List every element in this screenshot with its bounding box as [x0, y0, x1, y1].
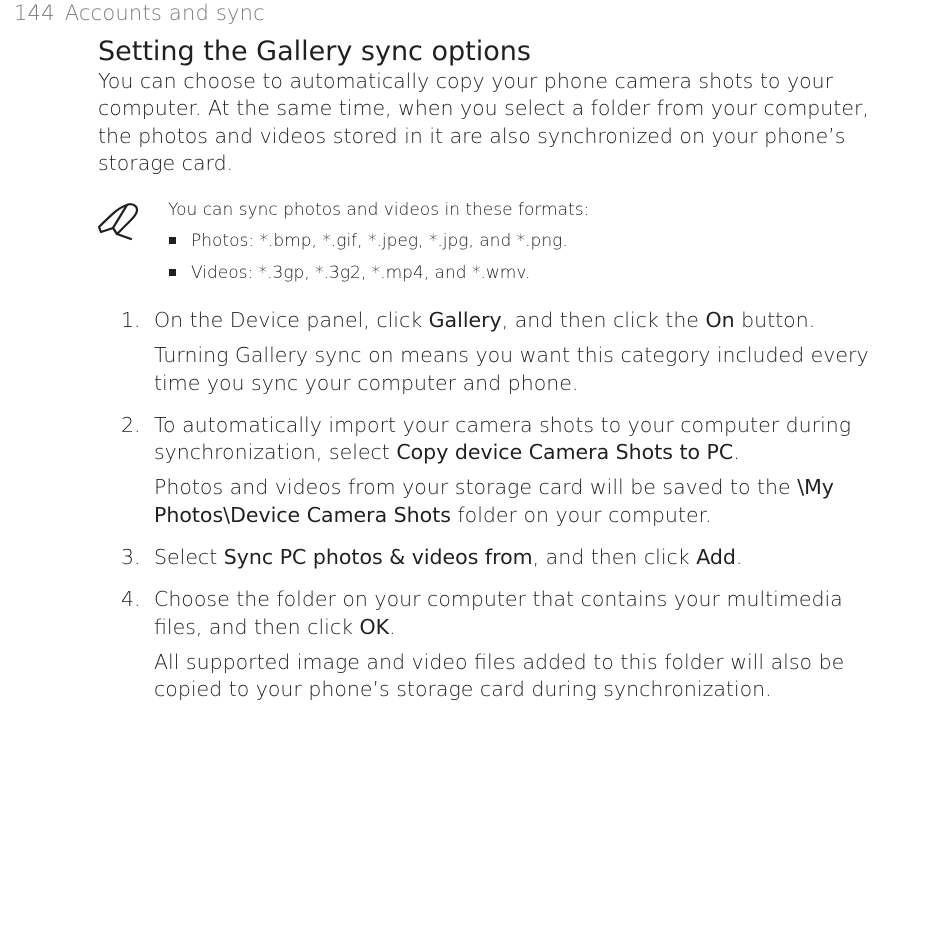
step-number: 2.: [121, 412, 141, 437]
step-4: [118, 586, 888, 703]
note-lead: You can sync photos and videos in these formats:: [168, 200, 590, 220]
steps-list: [118, 307, 888, 719]
step-2: [118, 412, 888, 529]
step-text-part: .: [389, 614, 396, 639]
list-item-text: Videos: *.3gp, *.3g2, *.mp4, and *.wmv.: [191, 263, 531, 283]
section-title: Setting the Gallery sync options: [98, 36, 531, 67]
step-number: 3.: [121, 545, 141, 570]
step-text-part: .: [735, 545, 743, 570]
step-text: [154, 544, 888, 571]
step-text-part: To automatically import your camera shots to your computer during synchronization, select: [154, 412, 852, 465]
step-text-part: , and then click the: [501, 308, 706, 332]
step-detail: Turning Gallery sync on means you want this category included every time you sync your computer and phone.: [154, 343, 869, 395]
step-number: 1.: [121, 308, 141, 332]
bullet-square-icon: [169, 237, 176, 244]
step-3: [118, 544, 888, 571]
step-1: [118, 307, 888, 397]
intro-paragraph: You can choose to automatically copy your phone camera shots to your computer. At the same time, when you select a folder from your computer, the photos and videos stored in it are also synchronized on your phone’s storage card.: [98, 69, 869, 175]
step-text: [154, 586, 888, 641]
chapter-title: Accounts and sync: [64, 1, 265, 25]
bullet-square-icon: [169, 269, 176, 276]
step-text: [154, 412, 888, 467]
step-detail: [154, 474, 888, 529]
step-text-part: On the Device panel, click: [154, 308, 429, 332]
step-text: [154, 307, 888, 334]
list-item-text: Photos: *.bmp, *.gif, *.jpeg, *.jpg, and *.png.: [191, 231, 568, 251]
step-detail: All supported image and video files added to this folder will also be copied to your phone’s storage card during synchronization.: [154, 649, 845, 702]
step-text-part: .: [733, 440, 740, 465]
format-list: [168, 230, 868, 284]
ui-term-sync-pc-photos: Sync PC photos & videos from: [223, 545, 533, 570]
list-item: [168, 230, 868, 252]
note-pen-icon: [97, 199, 141, 243]
ui-term-add: Add: [696, 545, 736, 570]
step-text-part: Photos and videos from your storage card will be saved to the: [154, 475, 798, 500]
ui-term-ok: OK: [359, 614, 390, 639]
step-number: 4.: [121, 587, 141, 612]
ui-term-copy-camera-shots: Copy device Camera Shots to PC: [396, 440, 734, 465]
step-text-part: button.: [734, 308, 816, 332]
step-text-part: folder on your computer.: [450, 502, 712, 527]
note-box: [168, 199, 868, 294]
list-item: [168, 262, 868, 284]
step-text-part: Select: [154, 545, 224, 570]
step-text-part: , and then click: [532, 545, 697, 570]
step-text-part: Choose the folder on your computer that contains your multimedia files, and then click: [154, 587, 843, 639]
folder-path: \My Photos\Device Camera Shots: [154, 475, 834, 527]
ui-term-on: On: [705, 308, 735, 332]
ui-term-gallery: Gallery: [428, 308, 502, 332]
page-number: 144: [14, 1, 55, 25]
page-header: [14, 1, 265, 25]
